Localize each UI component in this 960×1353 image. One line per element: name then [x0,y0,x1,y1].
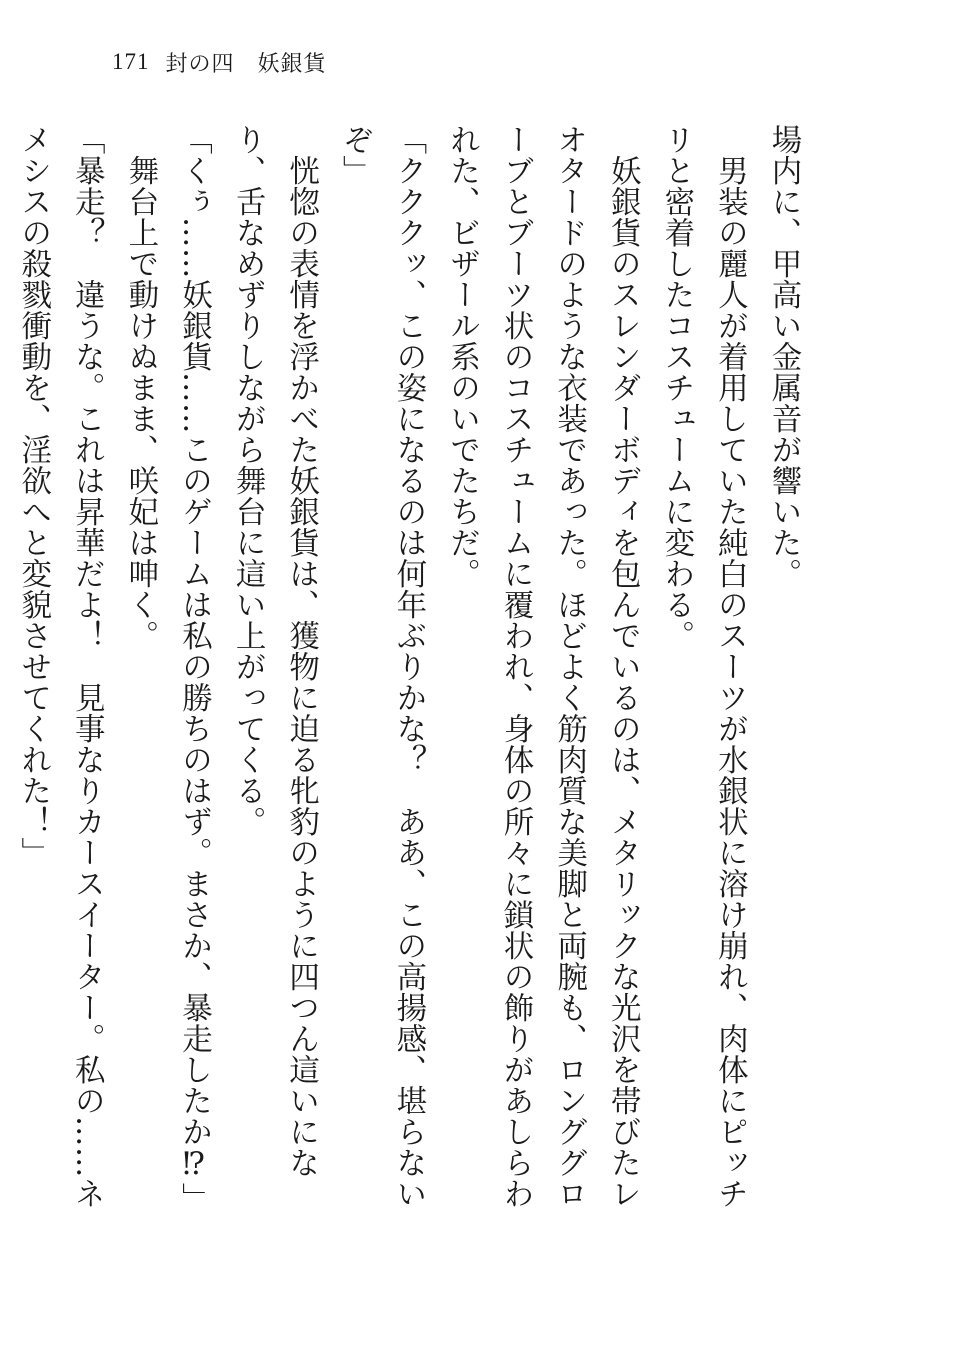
body-text [15,124,810,1234]
dialogue-paragraph: 「暴走？ 違うな。これは昇華だよ！ 見事なりカースイーター。私の……ネメシスの殺戮衝動を、淫欲へと変貌させてくれた！」 [15,124,105,1209]
chapter-title: 封の四 妖銀貨 [165,51,327,77]
paragraph: 恍惚の表情を浮かべた妖銀貨は、獲物に迫る牝豹のように四つん這いになり、舌なめずりしながら舞台に這い上がってくる。 [230,124,319,1178]
page-header [112,46,327,78]
paragraph: 舞台上で動けぬまま、咲妃は呻く。 [122,154,158,651]
paragraph [0,124,6,1234]
paragraph: 場内に、甲高い金属音が響いた。 [766,124,801,589]
dialogue-paragraph: 「くぅ……妖銀貨……このゲームは私の勝ちのはず。まさか、暴走したか⁉」 [176,124,212,1214]
dialogue-paragraph: 「クククッ、この姿になるのは何年ぶりかな？ ああ、この高揚感、堪らないぞ」 [337,124,426,1209]
paragraph: 男装の麗人が着用していた純白のスーツが水銀状に溶け崩れ、肉体にピッチリと密着したコスチュームに変わる。 [658,124,748,1209]
page-number: 171 [112,49,150,74]
paragraph: 妖銀貨のスレンダーボディを包んでいるのは、メタリックな光沢を帯びたレオタードのような衣装であった。ほどよく筋肉質な美脚と両腕も、ロンググローブとブーツ状のコスチュームに覆われ、身体の所々に鎖状の飾りがあしらわれた、ビザール系のいでたちだ。 [444,124,641,1209]
